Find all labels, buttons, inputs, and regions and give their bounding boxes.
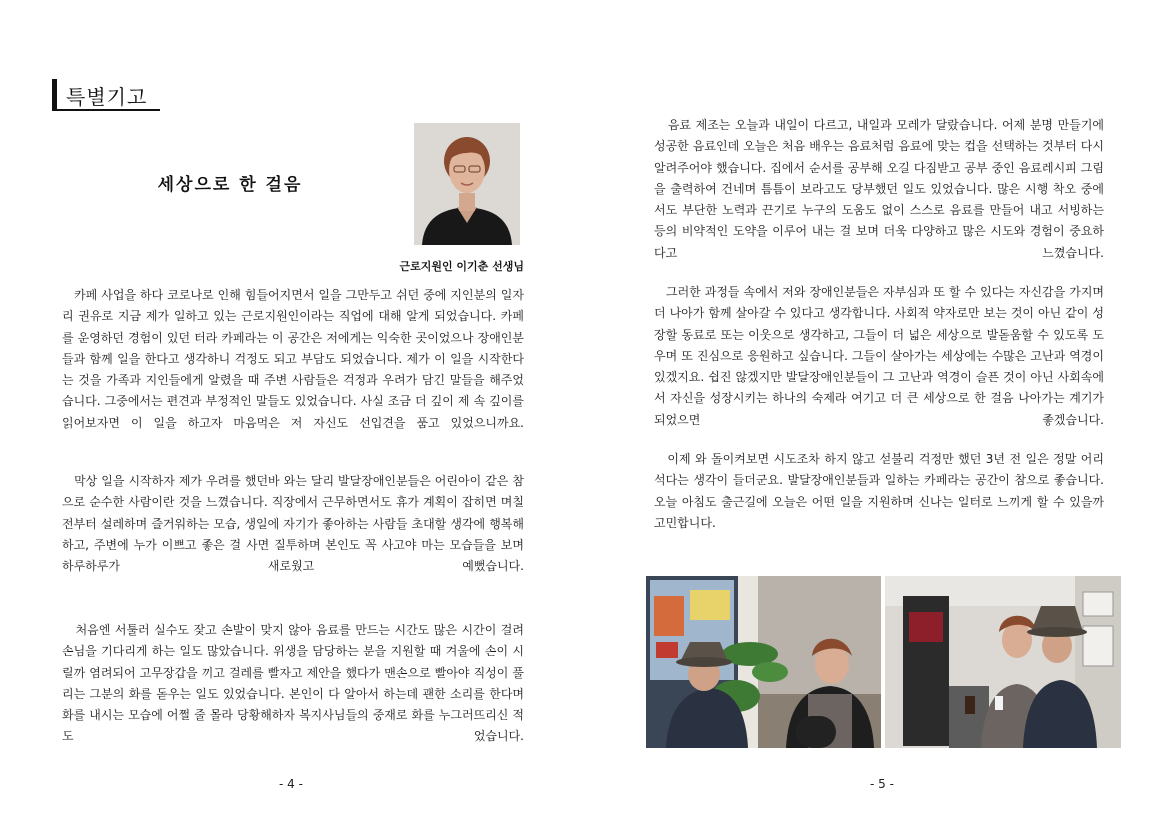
photo-drink-making bbox=[885, 576, 1121, 748]
paragraph-left-2: 막상 일을 시작하자 제가 우려를 했던바 와는 달리 발달장애인분들은 어린아이 같은 참으로 순수한 사람이란 것을 느꼈습니다. 직장에서 근무하면서도 휴가 계획이 잡히면 며칠 전부터 설레하며 즐거워하는 모습, 생일에 자기가 좋아하는 사람들 초대할 생각에 행복해하고, 주변에 누가 이쁘고 좋은 걸 사면 질투하며 본인도 꼭 사고야 마는 모습들을 보며 하루하루가 새로웠고 예뻤습니다. bbox=[62, 474, 524, 574]
section-tag-label: 특별기고 bbox=[66, 85, 148, 109]
paragraph-right-3: 이제 와 돌이켜보면 시도조차 하지 않고 섣불리 걱정만 했던 3년 전 일은 정말 어리석다는 생각이 들더군요. 발달장애인분들과 일하는 카페라는 공간이 참으로 좋습니다. 오늘 아침도 출근길에 오늘은 어떤 일을 지원하며 신나는 일터로 느끼게 할 수 있을까 고민합니다. bbox=[654, 452, 1104, 530]
paragraph-right-2: 그러한 과정들 속에서 저와 장애인분들은 자부심과 또 할 수 있다는 자신감을 가지며 더 나아가 함께 살아갈 수 있다고 생각합니다. 사회적 약자로만 보는 것이 아닌 같이 성장할 동료로 또는 이웃으로 생각하고, 그들이 더 넓은 세상으로 발돋움할 수 있도록 도우며 또 진심으로 응원하고 싶습니다. 그들이 살아가는 세상에는 수많은 고난과 역경이 있겠지요. 쉽진 않겠지만 발달장애인분들이 그 고난과 역경이 슬픈 것이 아닌 사회속에서 자신을 성장시키는 하나의 숙제라 여기고 더 큰 세상으로 한 걸음 나아가는 계기가 되었으면 좋겠습니다. bbox=[654, 285, 1105, 427]
paragraph-right-1: 음료 제조는 오늘과 내일이 다르고, 내일과 모레가 달랐습니다. 어제 분명 만들기에 성공한 음료인데 오늘은 처음 배우는 음료처럼 음료에 맞는 컵을 선택하는 것부터 다시 알려주어야 했습니다. 집에서 순서를 공부해 오길 다짐받고 공부 중인 음료레시피 그림을 출력하여 건네며 틈틈이 보라고도 당부했던 일도 있었습니다. 많은 시행 착오 중에서도 부단한 노력과 끈기로 누구의 도움도 없이 스스로 음료를 만들어 내고 서빙하는 등의 비약적인 도약을 이루어 내는 걸 보며 더욱 다양하고 많은 시도와 경험이 중요하다고 느꼈습니다. bbox=[654, 118, 1104, 260]
paragraph-left-3: 처음엔 서툴러 실수도 잦고 손발이 맞지 않아 음료를 만드는 시간도 많은 시간이 걸려 손님을 기다리게 하는 일도 많았습니다. 위생을 담당하는 분을 지원할 때 겨울에 손이 시릴까 염려되어 고무장갑을 끼고 걸레를 빨자고 제안을 했다가 맨손으로 빨아야 직성이 풀리는 그분의 화를 돋우는 일도 있었습니다. 본인이 다 알아서 하는데 괜한 소리를 한다며 화를 내시는 모습에 어쩔 줄 몰라 당황해하자 복지사님들의 중재로 화를 누그러뜨리신 적도 었습니다. bbox=[62, 623, 524, 744]
right-page bbox=[588, 0, 1176, 831]
page-number-right: - 5 - bbox=[870, 777, 894, 791]
page-number-left: - 4 - bbox=[279, 777, 303, 791]
author-portrait bbox=[414, 123, 520, 245]
author-caption: 근로지원인 이기춘 선생님 bbox=[399, 260, 524, 273]
photo-plant-care bbox=[646, 576, 881, 748]
article-title: 세상으로 한 걸음 bbox=[157, 175, 303, 195]
section-tag bbox=[52, 79, 160, 111]
paragraph-left-1: 카페 사업을 하다 코로나로 인해 힘들어지면서 일을 그만두고 쉬던 중에 지인분의 일자리 권유로 지금 제가 일하고 있는 근로지원인이라는 직업에 대해 알게 되었습니다. 카페를 운영하던 경험이 있던 터라 카페라는 이 공간은 저에게는 익숙한 곳이었으나 장애인분들과 함께 일을 한다고 생각하니 걱정도 되고 부담도 되었습니다. 제가 이 일을 시작한다는 것을 가족과 지인들에게 알렸을 때 주변 사람들은 걱정과 우려가 담긴 말들을 해주었습니다. 그중에서는 편견과 부정적인 말들도 있었습니다. 사실 조금 더 깊이 제 속 깊이를 읽어보자면 이 일을 하고자 마음먹은 저 자신도 선입견을 품고 있었으니까요. bbox=[62, 288, 524, 430]
